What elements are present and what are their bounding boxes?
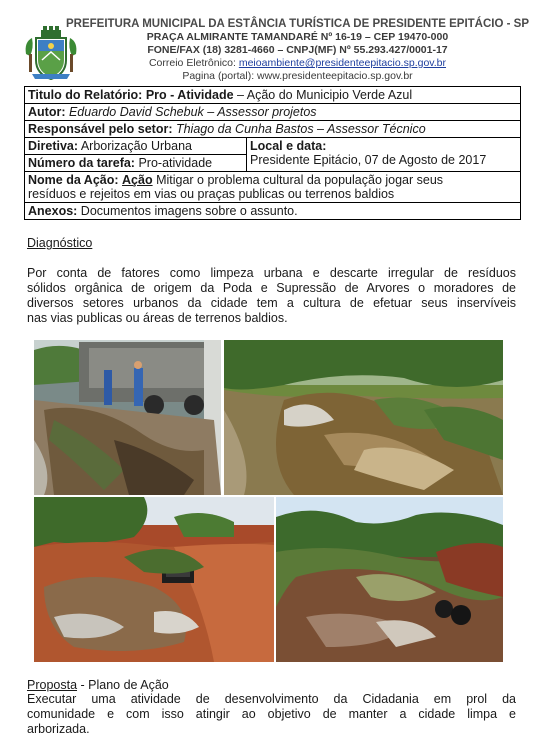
address-line: PRAÇA ALMIRANTE TAMANDARÉ Nº 16-19 – CEP 19470-000 <box>146 31 449 43</box>
email-label: Correio Eletrônico: <box>148 57 239 69</box>
proposal-line: Executar uma atividade de desenvolvimento da Cidadania em prol da <box>27 692 516 706</box>
attachments-value: Documentos imagens sobre o assunto. <box>77 204 298 218</box>
report-info-table <box>24 86 521 220</box>
location-label: Local e data: <box>250 139 327 153</box>
diagnosis-line: nas vias publicas ou áreas de terrenos baldios. <box>27 311 288 325</box>
author-row <box>25 104 521 121</box>
diagnosis-line: sólidos orgânica de origem da Poda e Supressão de Arvores o moradores de <box>27 281 516 295</box>
proposal-subtitle: - Plano de Ação <box>77 678 169 692</box>
diagnosis-title: Diagnóstico <box>27 236 93 250</box>
photo-truck-debris <box>34 340 221 495</box>
photo-burned-lot-bags <box>276 497 503 662</box>
author-cell <box>25 104 521 121</box>
action-row <box>25 172 521 203</box>
diagnosis-line: Por conta de fatores como limpeza urbana e descarte irregular de resíduos <box>27 266 516 280</box>
proposal-heading <box>27 678 169 692</box>
attachments-row <box>25 203 521 220</box>
action-cell <box>25 172 521 203</box>
author-label: Autor: <box>28 105 66 119</box>
directive-label: Diretiva: <box>28 139 79 153</box>
directive-value: Arborização Urbana <box>78 139 192 153</box>
email-link[interactable]: meioambiente@presidenteepitacio.sp.gov.br <box>238 57 447 69</box>
title-row <box>25 87 521 104</box>
municipality-name: PREFEITURA MUNICIPAL DA ESTÂNCIA TURÍSTICA DE PRESIDENTE EPITÁCIO - SP <box>65 18 529 30</box>
proposal-line: arborizada. <box>27 722 90 736</box>
responsible-cell <box>25 121 521 138</box>
title-cell <box>25 87 521 104</box>
portal-line: Pagina (portal): www.presidenteepitacio.sp.gov.br <box>182 70 413 82</box>
proposal-title: Proposta <box>27 678 78 692</box>
title-value: – Ação do Municipio Verde Azul <box>233 88 413 102</box>
task-label: Número da tarefa: <box>28 156 135 170</box>
responsible-value: Thiago da Cunha Bastos – Assessor Técnico <box>172 122 426 136</box>
task-value: Pro-atividade <box>134 156 213 170</box>
photo-dirt-road-trash <box>34 497 274 662</box>
directive-row <box>25 138 521 155</box>
location-cell <box>247 138 521 172</box>
title-label: Titulo do Relatório: Pro - Atividade <box>28 88 234 102</box>
letterhead-text <box>60 17 535 83</box>
action-line-1: Mitigar o problema cultural da população jogar seus <box>152 173 444 187</box>
location-value: Presidente Epitácio, 07 de Agosto de 2017 <box>250 153 487 167</box>
action-label: Nome da Ação: <box>28 173 119 187</box>
directive-cell <box>25 138 247 155</box>
task-cell <box>25 155 247 172</box>
email-line <box>60 57 535 70</box>
action-word: Ação <box>122 173 153 187</box>
diagnosis-line: diversos setores urbanos da cidade tem a cultura de efetuar seus inservíveis <box>27 296 516 310</box>
attachments-cell <box>25 203 521 220</box>
proposal-paragraph <box>27 692 516 737</box>
proposal-line: comunidade e com isso atingir ao objetivo de manter a cidade limpa e <box>27 707 516 721</box>
action-line-2: resíduos e rejeitos em vias ou praças publicas ou terrenos baldios <box>28 187 395 201</box>
responsible-row <box>25 121 521 138</box>
letterhead <box>0 0 555 86</box>
author-value: Eduardo David Schebuk – Assessor projetos <box>65 105 317 119</box>
phone-cnpj-line: FONE/FAX (18) 3281-4660 – CNPJ(MF) Nº 55.293.427/0001-17 <box>147 44 448 56</box>
diagnosis-paragraph <box>27 266 516 326</box>
photo-vacant-lot-pile <box>224 340 503 495</box>
attachments-label: Anexos: <box>28 204 78 218</box>
responsible-label: Responsável pelo setor: <box>28 122 173 136</box>
